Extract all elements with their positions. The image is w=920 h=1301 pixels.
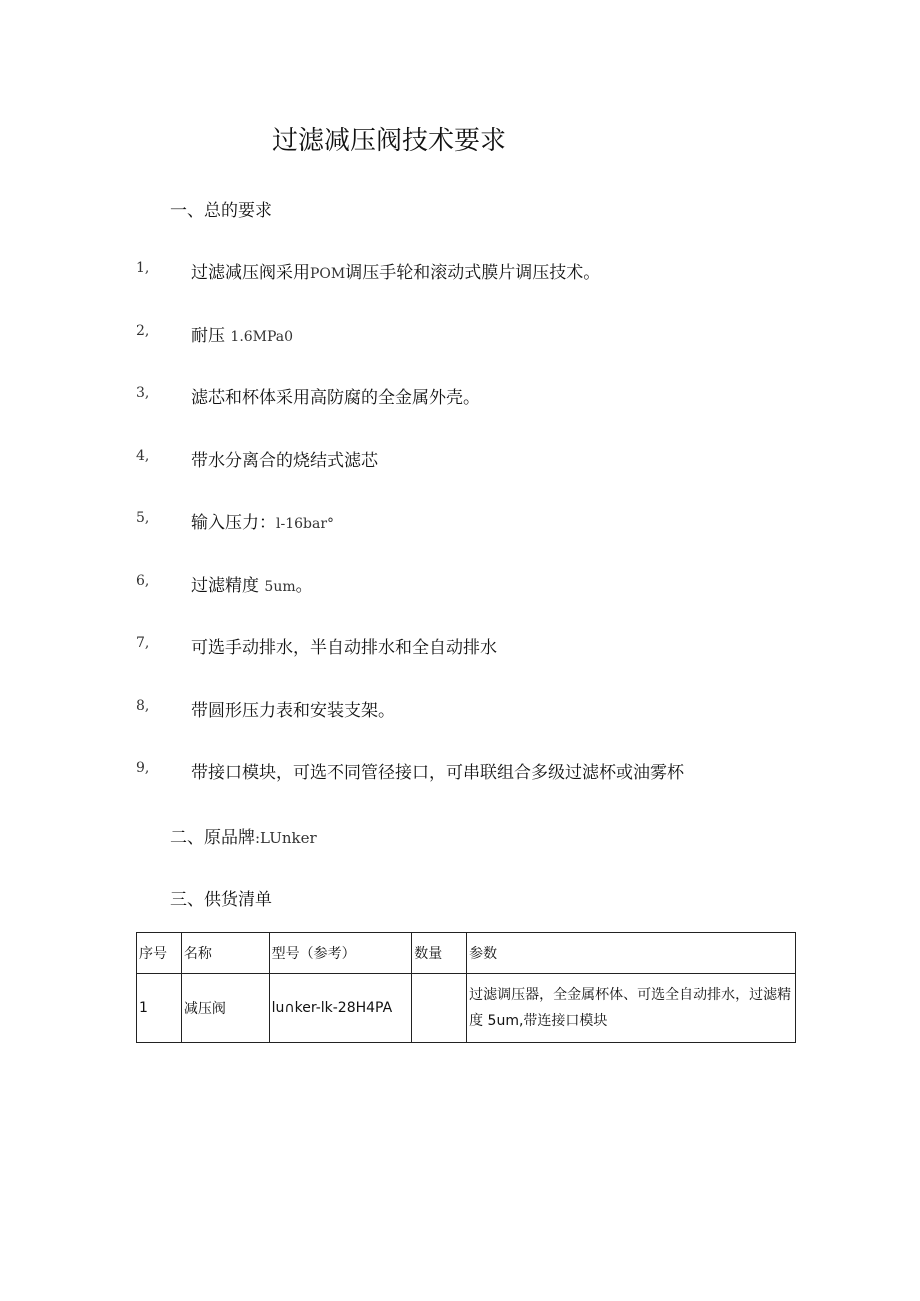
header-params: 参数 <box>467 933 796 974</box>
brand-value: :LUnker <box>255 829 317 847</box>
section-label: 二、原品牌 <box>170 828 255 848</box>
item-text: 输入压力：l-16bar° <box>191 513 335 533</box>
item-number: 7, <box>136 635 150 651</box>
item-text: 带圆形压力表和安装支架。 <box>191 701 395 721</box>
header-model: 型号（参考） <box>269 933 412 974</box>
cell-name: 减压阀 <box>181 974 269 1043</box>
requirement-item <box>0 758 920 782</box>
header-name: 名称 <box>181 933 269 974</box>
header-index: 序号 <box>137 933 182 974</box>
item-text: 带水分离合的烧结式滤芯 <box>191 451 378 471</box>
requirement-item <box>0 446 920 470</box>
item-number: 9, <box>136 760 150 776</box>
table-header-row <box>137 933 796 974</box>
item-text: 过滤减压阀采用POM调压手轮和滚动式膜片调压技术。 <box>191 263 601 283</box>
item-number: 2, <box>136 323 150 339</box>
section-supply-list: 三、供货清单 <box>170 890 272 910</box>
item-number: 3, <box>136 385 150 401</box>
header-quantity: 数量 <box>412 933 467 974</box>
requirement-item <box>0 696 920 720</box>
section-original-brand <box>170 823 317 848</box>
cell-params: 过滤调压器，全金属杯体、可选全自动排水，过滤精度 5um,带连接口模块 <box>467 974 796 1043</box>
requirement-item <box>0 571 920 595</box>
cell-index: 1 <box>137 974 182 1043</box>
requirement-item <box>0 508 920 532</box>
requirement-item <box>0 321 920 345</box>
item-number: 5, <box>136 510 150 526</box>
item-text: 带接口模块，可选不同管径接口，可串联组合多级过滤杯或油雾杯 <box>191 763 684 783</box>
item-text: 过滤精度 5um。 <box>191 576 313 596</box>
item-number: 6, <box>136 573 150 589</box>
item-number: 4, <box>136 448 150 464</box>
cell-model: lu∩ker-lk-28H4PA <box>269 974 412 1043</box>
item-number: 8, <box>136 698 150 714</box>
item-text: 可选手动排水，半自动排水和全自动排水 <box>191 638 497 658</box>
section-general-requirements: 一、总的要求 <box>170 201 272 221</box>
requirement-item <box>0 383 920 407</box>
document-title: 过滤减压阀技术要求 <box>272 126 507 156</box>
table-row <box>137 974 796 1043</box>
requirement-item <box>0 258 920 282</box>
item-text: 耐压 1.6MPa0 <box>191 326 294 346</box>
supply-table <box>136 932 796 1043</box>
item-text: 滤芯和杯体采用高防腐的全金属外壳。 <box>191 388 480 408</box>
item-number: 1, <box>136 260 150 276</box>
requirement-item <box>0 633 920 657</box>
cell-quantity <box>412 974 467 1043</box>
